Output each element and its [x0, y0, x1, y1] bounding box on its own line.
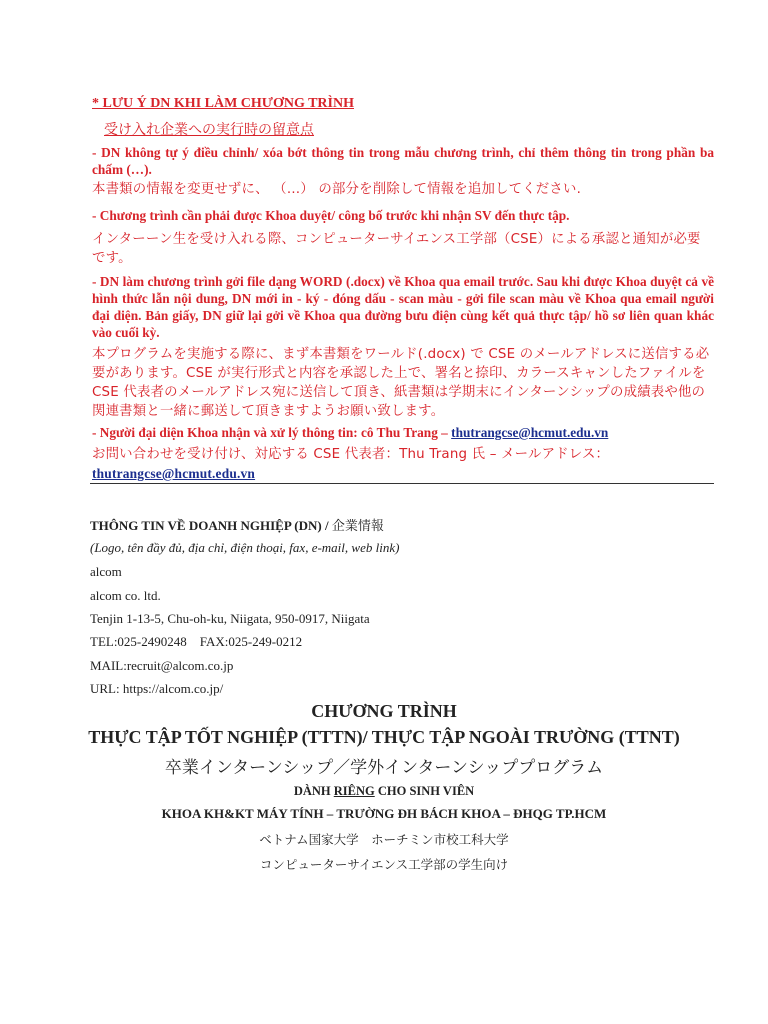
- program-subtitle: THỰC TẬP TỐT NGHIỆP (TTTN)/ THỰC TẬP NGOÀI TRƯỜNG (TTNT): [88, 727, 680, 747]
- program-faculty: KHOA KH&KT MÁY TÍNH – TRƯỜNG ĐH BÁCH KHOA – ĐHQG TP.HCM: [161, 806, 607, 821]
- notice-paragraph-4-jp: [92, 445, 714, 484]
- contact-text-jp: お問い合わせを受け付け、対応する CSE 代表者：Thu Trang 氏 – メールアドレス：: [92, 447, 610, 462]
- company-url: URL: https://alcom.co.jp/: [90, 681, 224, 696]
- audience-emphasis: RIÊNG: [333, 784, 375, 798]
- notice-title: * LƯU Ý DN KHI LÀM CHƯƠNG TRÌNH: [92, 96, 354, 111]
- notice-paragraph-2-jp: インターーン生を受け入れる際、コンピューターサイエンス工学部（CSE）による承認と通知が必要です。: [92, 232, 701, 266]
- company-name-short: alcom: [90, 564, 122, 579]
- company-heading-jp: 企業情報: [331, 519, 384, 534]
- company-mail: MAIL:recruit@alcom.co.jp: [90, 658, 234, 673]
- section-divider: [90, 483, 714, 484]
- notice-paragraph-4: [92, 424, 714, 441]
- contact-email-link[interactable]: thutrangcse@hcmut.edu.vn: [451, 425, 609, 440]
- contact-text: - Người đại diện Khoa nhận và xử lý thông tin: cô Thu Trang –: [92, 425, 452, 440]
- program-subtitle-jp: 卒業インターンシップ／学外インターンシッププログラム: [164, 758, 604, 778]
- contact-email-link-jp[interactable]: thutrangcse@hcmut.edu.vn: [92, 466, 256, 481]
- company-tel-fax: TEL:025-2490248 FAX:025-249-0212: [90, 634, 303, 649]
- program-faculty-jp-1: ベトナム国家大学 ホーチミン市校工科大学: [259, 832, 509, 847]
- notice-title-jp: 受け入れ企業への実行時の留意点: [104, 122, 314, 138]
- notice-paragraph-3: - DN làm chương trình gởi file dạng WORD (.docx) về Khoa qua email trước. Sau khi được Khoa duyệt cả về hình thức lẫn nội dung, DN mới in - ký - đóng dấu - scan màu - gởi file scan màu về Khoa qua email người đại diện. Bản giấy, DN giữ lại gởi về Khoa qua đường bưu điện cùng kết quả thực tập/ hồ sơ liên quan khác vào cuối kỳ.: [92, 274, 714, 340]
- audience-pre: DÀNH: [293, 784, 334, 798]
- program-title: CHƯƠNG TRÌNH: [311, 701, 457, 721]
- program-faculty-jp-2: コンピューターサイエンス工学部の学生向け: [259, 857, 509, 872]
- company-address: Tenjin 1-13-5, Chu-oh-ku, Niigata, 950-0917, Niigata: [90, 611, 370, 626]
- notice-paragraph-1: - DN không tự ý điều chỉnh/ xóa bớt thông tin trong mẫu chương trình, chỉ thêm thông tin trong phần ba chấm (…).: [92, 145, 714, 177]
- program-audience: [0, 784, 768, 799]
- notice-paragraph-1-jp: 本書類の情報を変更せずに、 （…） の部分を削除して情報を追加してください.: [92, 182, 582, 197]
- audience-post: CHO SINH VIÊN: [374, 784, 475, 798]
- company-heading-vi: THÔNG TIN VỀ DOANH NGHIỆP (DN) /: [90, 518, 332, 533]
- company-name-full: alcom co. ltd.: [90, 588, 161, 603]
- company-heading: [90, 515, 384, 534]
- notice-paragraph-3-jp: 本プログラムを実施する際に、まず本書類をワールド(.docx) で CSE のメールアドレスに送信する必要があります。CSE が実行形式と内容を承認した上で、署名と捺印、カラースキャンしたファイルを CSE 代表者のメールアドレス宛に送信して頂き、紙書類は学期末にインターンシップの成績表や他の関連書類と一緒に郵送して頂きますようお願い致します。: [92, 347, 710, 419]
- company-hint: (Logo, tên đầy đủ, địa chỉ, điện thoại, fax, e-mail, web link): [90, 540, 400, 555]
- notice-paragraph-2: - Chương trình cần phải được Khoa duyệt/ công bố trước khi nhận SV đến thực tập.: [92, 208, 570, 223]
